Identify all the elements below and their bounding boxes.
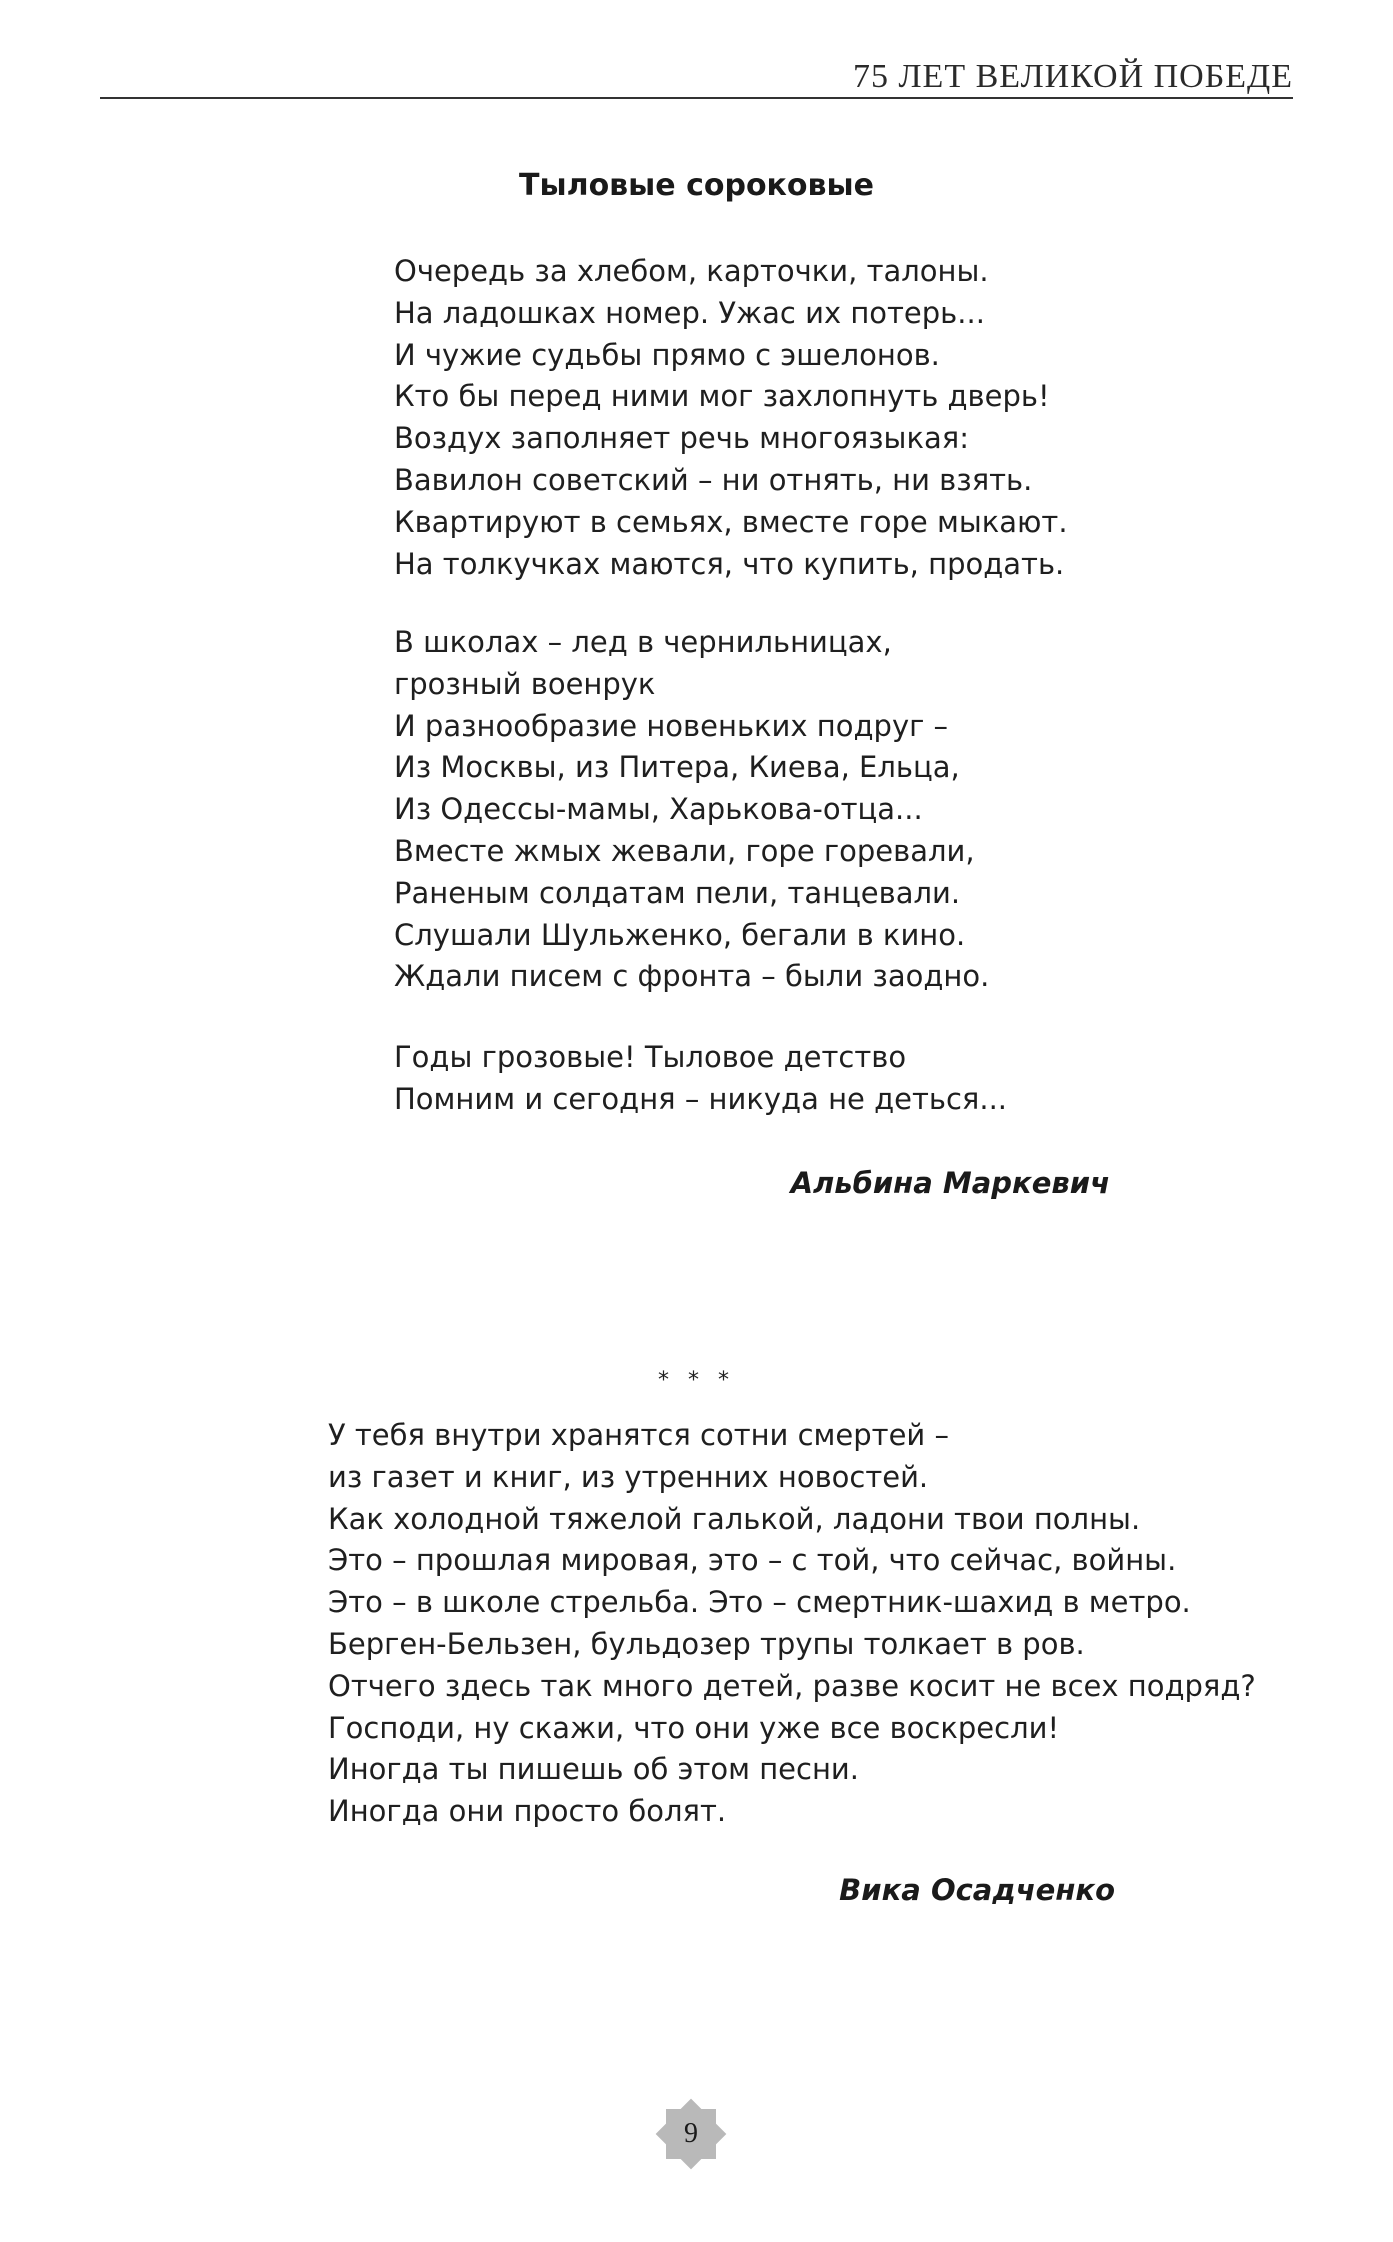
poem-line: И разнообразие новеньких подруг – [394,708,949,743]
poem-line: В школах – лед в чернильницах, [394,625,892,659]
poem-line: Иногда они просто болят. [328,1794,727,1829]
running-header-title: 75 ЛЕТ ВЕЛИКОЙ ПОБЕДЕ [852,58,1293,95]
poem-line: Иногда ты пишешь об этом песни. [328,1752,859,1787]
poem-line: Раненым солдатам пели, танцевали. [394,875,961,910]
section-separator: * * * [658,1368,735,1393]
poem2-author: Вика Осадченко [839,1873,1115,1907]
poem-line: У тебя внутри хранятся сотни смертей – [328,1418,949,1452]
poem-line: Кто бы перед ними мог захлопнуть дверь! [394,379,1050,414]
poem-line: Квартируют в семьях, вместе горе мыкают. [394,504,1068,539]
poem-line: Очередь за хлебом, карточки, талоны. [394,254,989,288]
page-number: 9 [684,2118,698,2149]
poem-line: Слушали Шульженко, бегали в кино. [394,917,966,952]
page-number-badge [652,2095,730,2173]
poem-line: Годы грозовые! Тыловое детство [394,1040,907,1074]
poem1-stanza-1 [394,251,1068,585]
poem1-author: Альбина Маркевич [790,1166,1110,1200]
poem1-stanza-3 [394,1037,1007,1121]
poem-line: Помним и сегодня – никуда не деться... [394,1081,1008,1116]
poem-line: Отчего здесь так много детей, разве косит не всех подряд? [328,1668,1256,1703]
header-rule [100,97,1293,99]
poem-line: Из Одессы-мамы, Харькова-отца... [394,792,923,827]
poem-line: И чужие судьбы прямо с эшелонов. [394,337,940,372]
poem-line: На ладошках номер. Ужас их потерь... [394,295,985,330]
poem-line: Вавилон советский – ни отнять, ни взять. [394,462,1033,497]
poem-line: Это – прошлая мировая, это – с той, что сейчас, войны. [328,1543,1177,1578]
poem2-stanza [328,1415,1256,1833]
poem-line: Из Москвы, из Питера, Киева, Ельца, [394,750,960,785]
poem-title: Тыловые сороковые [519,168,874,203]
poem-line: На толкучках маются, что купить, продать. [394,546,1065,581]
poem-line: Это – в школе стрельба. Это – смертник-шахид в метро. [328,1585,1191,1620]
poem-line: Воздух заполняет речь многоязыкая: [394,421,969,456]
poem-line: грозный военрук [394,666,656,701]
poem1-stanza-2 [394,622,989,998]
poem-line: Как холодной тяжелой галькой, ладони твои полны. [328,1501,1141,1536]
poem-line: Берген-Бельзен, бульдозер трупы толкает в ров. [328,1626,1085,1661]
poem-line: Господи, ну скажи, что они уже все воскресли! [328,1710,1060,1745]
poem-line: из газет и книг, из утренних новостей. [328,1459,929,1494]
poem-line: Ждали писем с фронта – были заодно. [394,959,990,994]
poem-line: Вместе жмых жевали, горе горевали, [394,833,975,868]
